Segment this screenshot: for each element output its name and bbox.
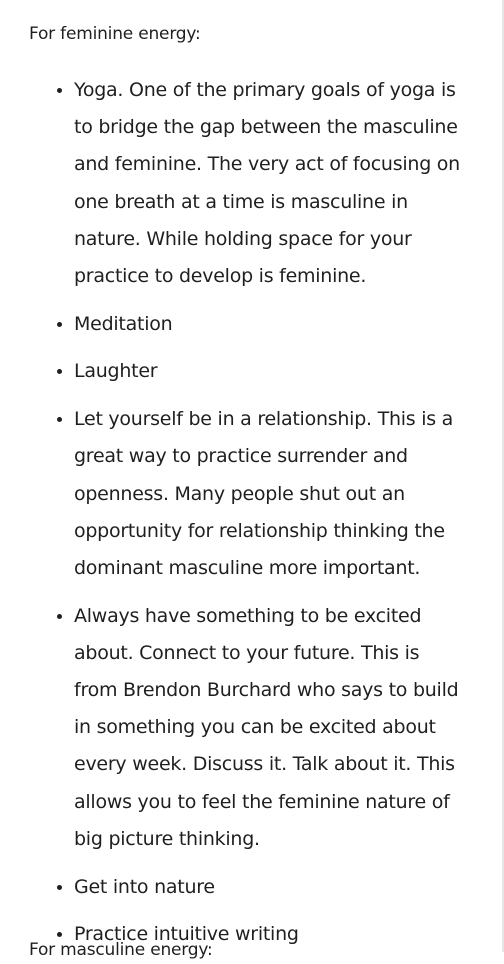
list-item [0, 306, 502, 343]
list-item [0, 869, 502, 906]
list-item-text: Meditation [74, 312, 173, 335]
list-item [0, 353, 502, 390]
bullet-icon [57, 932, 62, 937]
bullet-icon [57, 322, 62, 327]
section-intro: For feminine energy: [29, 24, 201, 44]
list-item [0, 72, 502, 295]
feminine-energy-list [0, 72, 502, 964]
list-item-text: Let yourself be in a relationship. This is a great way to practice surrender and openness. Many people shut out an opportunity for relationship thinking the dominant masculine more important. [74, 408, 454, 579]
list-item-text: Always have something to be excited about. Connect to your future. This is from Brendon Burchard who says to build in something you can be excited about every week. Discuss it. Talk about it. This allows you to feel the feminine nature of big picture thinking. [74, 604, 459, 850]
bullet-icon [57, 369, 62, 374]
bullet-icon [57, 614, 62, 619]
list-item-text: Practice intuitive writing [74, 923, 299, 946]
list-item [0, 401, 502, 587]
list-item [0, 598, 502, 858]
list-item-text: Laughter [74, 360, 158, 383]
bullet-icon [57, 88, 62, 93]
list-item-text: Yoga. One of the primary goals of yoga is to bridge the gap between the masculine and feminine. The very act of focusing on one breath at a time is masculine in nature. While holding space for your practice to develop is feminine. [74, 79, 460, 288]
bullet-icon [57, 417, 62, 422]
bullet-icon [57, 885, 62, 890]
section-outro: For masculine energy: [29, 940, 213, 960]
list-item-text: Get into nature [74, 875, 215, 898]
